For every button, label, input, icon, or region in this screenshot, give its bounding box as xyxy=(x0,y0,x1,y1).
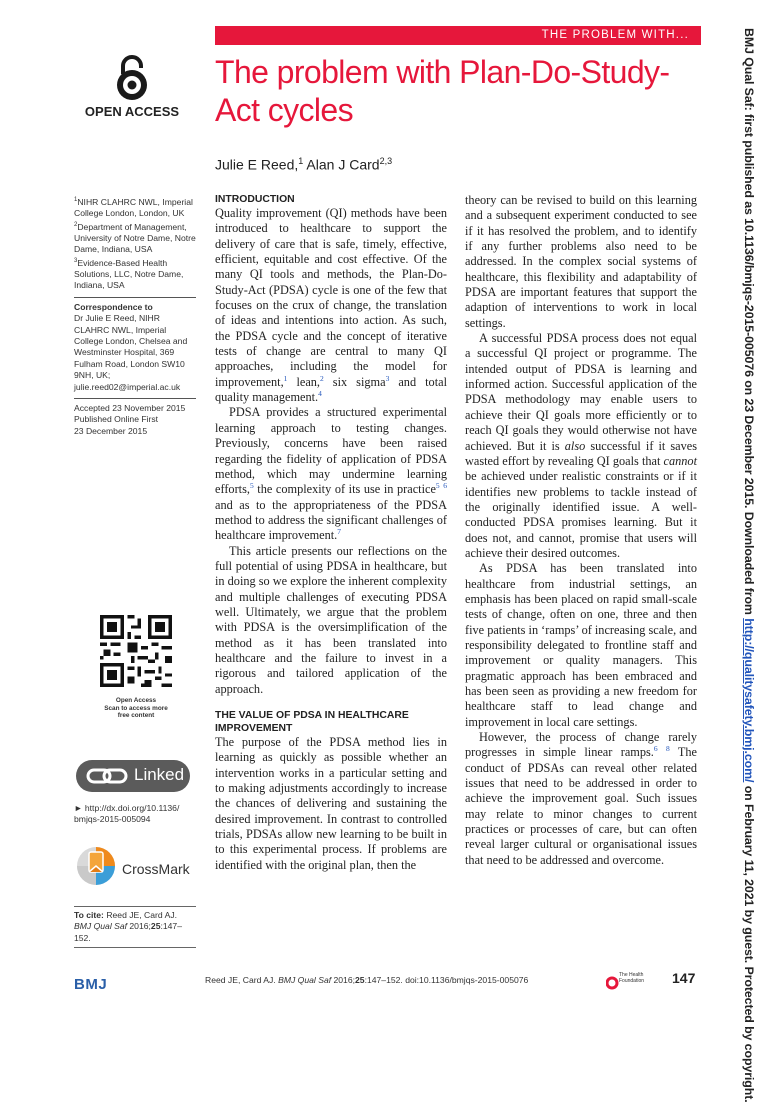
page-number: 147 xyxy=(672,970,696,986)
section-heading: THE VALUE OF PDSA IN HEALTHCARE IMPROVEMENT xyxy=(215,710,409,734)
reference-link[interactable]: 6 xyxy=(653,744,658,754)
author-affiliation-ref: 2,3 xyxy=(379,156,393,166)
accepted-date: Accepted 23 November 2015 xyxy=(74,403,186,414)
health-foundation-label: The Health Foundation xyxy=(619,972,645,984)
qr-code[interactable] xyxy=(100,612,172,690)
correspondence-body: Dr Julie E Reed, NIHR CLAHRC NWL, Imperial College London, Chelsea and Westminster Hospital, 369 Fulham Road, London SW10 9NH, UK; julie.reed02@imperial.ac.uk xyxy=(74,313,188,392)
affiliation: $^1$NIHR CLAHRC NWL, Imperial College London, London, UK xyxy=(74,196,193,219)
paragraph: As PDSA has been translated into healthcare from industrial settings, an emphasis has been placed on rapid small-scale tests of change, often on one, three and then five patients in ‘ramps’ of increasing scale, and responsibility delegated to frontline staff and improvement or quality managers. This pragmatic approach has been embraced and has been seen as providing a new freedom for healthcare staff to lead change and improvement in local care settings. xyxy=(465,561,697,729)
body-column-left xyxy=(215,193,447,873)
body-column-right xyxy=(465,193,697,868)
paragraph: theory can be revised to build on this learning and a subsequent experiment conducted to see if it has resolved the problem, and to identify if any further problems also need to be addressed. In the complex social systems of healthcare, this flexibility and adaptability of PDSA are important features that support the adaption of interventions to work in local settings. xyxy=(465,193,697,330)
qr-caption: Open Access Scan to access more free content xyxy=(104,697,168,720)
reference-link[interactable]: 5 xyxy=(435,481,440,491)
author-list xyxy=(215,156,392,173)
reference-link[interactable]: 2 xyxy=(320,373,324,383)
paragraph: This article presents our reflections on the full potential of using PDSA in healthcare, but in doing so we explore the inherent complexity and multiple challenges of executing PDSA well. Ultimately, we argue that the problem with PDSA is the oversimplification of the method as it has been translated into healthcare and the failure to invest in a rigorous and tailored application of the approach. xyxy=(215,543,447,696)
sidebar xyxy=(74,195,196,437)
crossmark-label[interactable]: CrossMark xyxy=(122,861,190,877)
paragraph: However, the process of change rarely progresses in simple linear ramps.$^6$ $^8$ The conduct of PDSAs can reveal other related issues that need to be addressed in order to achieve the improvement goal. Such issues may relate to minor changes to current practices or processes of care, but can often reveal larger cultural or organisational issues that need to be addressed and overcome. xyxy=(465,730,697,867)
reference-link[interactable]: 8 xyxy=(665,744,670,754)
chain-link-icon xyxy=(86,767,128,785)
published-date: 23 December 2015 xyxy=(74,425,148,436)
correspondence-heading: Correspondence to xyxy=(74,301,153,312)
reference-link[interactable]: 4 xyxy=(318,389,322,399)
affiliation: $^2$Department of Management, University of Notre Dame, Notre Dame, Indiana, USA xyxy=(74,221,196,255)
journal-url-link[interactable]: http://qualitysafety.bmj.com/ xyxy=(742,618,756,783)
article-title: The problem with Plan-Do-Study-Act cycles xyxy=(215,54,670,128)
paragraph: A successful PDSA process does not equal a successful QI project or programme. The intended output of PDSA is learning and informed action. Successful application of the PDSA methodology may enable users to achieve their QI goals more efficiently or to reach QI goals they would otherwise not have achieved. But it is also successful if it saves wasted effort by revealing QI goals that cannot be achieved under realistic constraints or if it identifies new problems to tackle instead of the originally identified issue. A well-conducted PDSA promises learning. But it does not, and cannot, promise that users will achieve their desired outcomes. xyxy=(465,331,697,560)
reference-link[interactable]: 7 xyxy=(337,527,341,537)
citation-box: To cite: Reed JE, Card AJ. BMJ Qual Saf 2016;25:147–152. xyxy=(74,906,196,948)
linked-label: Linked xyxy=(134,765,185,784)
section-banner: THE PROBLEM WITH... xyxy=(215,26,701,45)
reference-link[interactable]: 6 xyxy=(443,481,447,491)
published-label: Published Online First xyxy=(74,414,159,425)
crossmark-icon[interactable] xyxy=(76,842,116,890)
linked-doi-link[interactable]: ► http://dx.doi.org/10.1136/ bmjqs-2015-005094 xyxy=(74,803,180,825)
divider xyxy=(74,297,196,298)
open-access-lock-icon xyxy=(112,54,152,102)
paragraph: The purpose of the PDSA method lies in learning as quickly as possible whether an intervention works in a particular setting and to making adjustments accordingly to increase the chances of delivering and sustaining the desired improvement. In contrast to controlled trials, PDSAs allow new learning to be built in to this experimental process. If problems are identified with the original plan, then the xyxy=(215,735,447,872)
reference-link[interactable]: 5 xyxy=(249,481,254,491)
download-notice: BMJ Qual Saf: first published as 10.1136/bmjqs-2015-005076 on 23 December 2015. Downloaded from http://qualitysafety.bmj.com/ on February 11, 2021 by guest. Protected by copyright. xyxy=(742,28,756,1103)
section-heading: INTRODUCTION xyxy=(215,194,295,205)
bmj-logo: BMJ xyxy=(74,976,108,993)
divider xyxy=(74,398,196,399)
affiliation: $^3$Evidence-Based Health Solutions, LLC, Notre Dame, Indiana, USA xyxy=(74,257,184,291)
open-access-label: OPEN ACCESS xyxy=(84,104,180,119)
author-affiliation-ref: 1 xyxy=(298,156,304,166)
linked-article-badge[interactable] xyxy=(76,760,190,792)
paragraph: PDSA provides a structured experimental learning approach to testing changes. Previously, concerns have been raised regarding the fidelity of application of PDSA method, which may undermine learning efforts,$^5$ the complexity of its use in practice$^5$ $^6$ and as to the appropriateness of the PDSA method to address the significant challenges of healthcare improvement.$^7$ xyxy=(215,405,447,543)
author-name[interactable]: Julie E Reed, xyxy=(215,156,299,173)
reference-link[interactable]: 1 xyxy=(283,373,288,383)
reference-link[interactable]: 3 xyxy=(385,373,390,383)
footer-citation: Reed JE, Card AJ. BMJ Qual Saf 2016;25:147–152. doi:10.1136/bmjqs-2015-005076 xyxy=(205,975,529,985)
author-name[interactable]: Alan J Card xyxy=(306,156,380,173)
paragraph: Quality improvement (QI) methods have been introduced to healthcare to support the delivery of care that is safe, timely, effective, efficient, equitable and cost effective. Of the many QI tools and methods, the Plan-Do-Study-Act (PDSA) cycle is one of the few that focuses on the crux of change, the translation of ideas and intentions into action. As such, the PDSA cycle and the concept of iterative tests of change are central to many QI approaches, including the model for improvement,$^1$ lean,$^2$ six sigma$^3$ and total quality management.$^4$ xyxy=(215,206,447,405)
